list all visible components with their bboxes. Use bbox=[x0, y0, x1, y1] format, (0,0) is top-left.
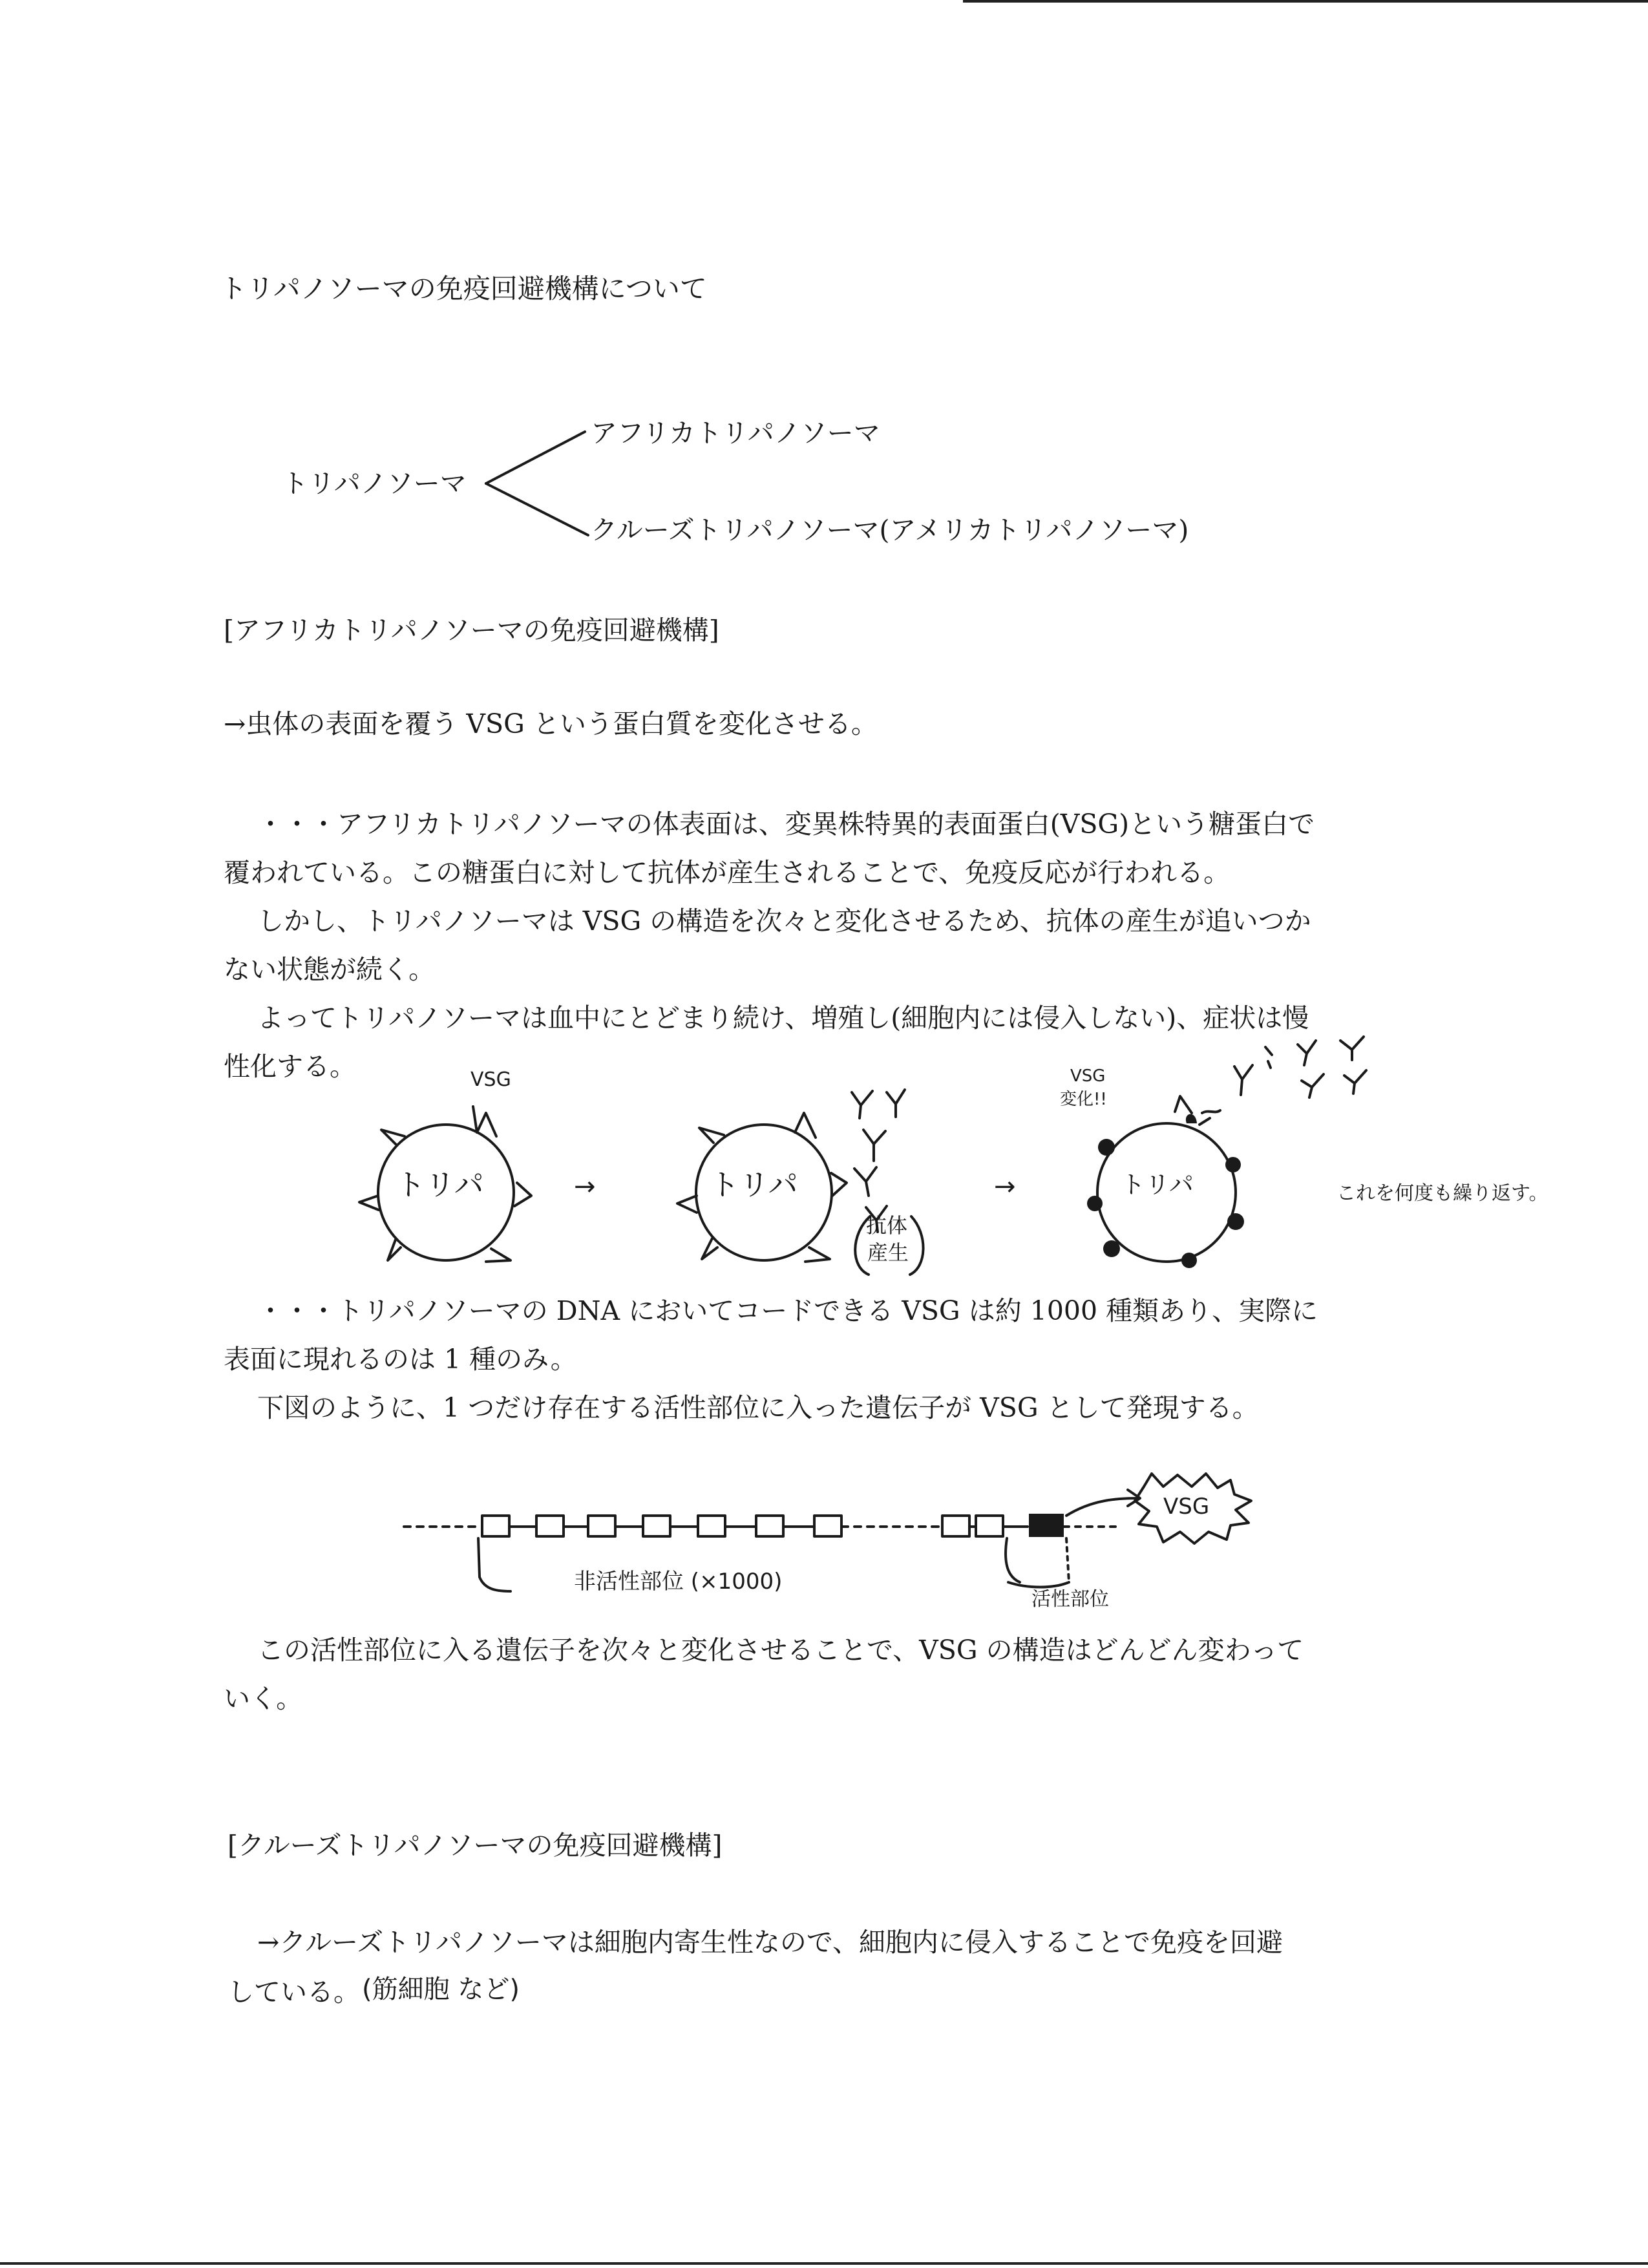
active-site-label: 活性部位 bbox=[1031, 1588, 1109, 1611]
s2-p1-line2-hand: (筋細胞 など) bbox=[362, 1975, 520, 2004]
s2-p1-line1: →クルーズトリパノソーマは細胞内寄生性なので、細胞内に侵入することで免疫を回避 bbox=[257, 1927, 1284, 1958]
vsg-change-line1: VSG bbox=[1070, 1066, 1106, 1086]
arrow-2: → bbox=[994, 1172, 1016, 1202]
released-antibodies bbox=[1234, 1037, 1366, 1097]
s1-p4-line1: ・・・トリパノソーマの DNA においてコードできる VSG は約 1000 種類あり、実際に bbox=[257, 1295, 1318, 1326]
gene-chain bbox=[404, 1490, 1140, 1537]
antibody-note-line2: 産生 bbox=[867, 1240, 909, 1265]
inactive-site-label: 非活性部位 (×1000) bbox=[574, 1569, 783, 1595]
antibody-note-line1: 抗体 bbox=[866, 1213, 908, 1238]
s1-p6-line2: いく。 bbox=[224, 1683, 303, 1714]
scan-edge-bottom bbox=[0, 2262, 1648, 2265]
s2-p1-line2-text: している。 bbox=[227, 1977, 360, 2008]
section2-heading: [クルーズトリパノソーマの免疫回避機構] bbox=[227, 1830, 723, 1861]
s1-p3-line2: 性化する。 bbox=[224, 1051, 356, 1082]
cell-3-label: トリパ bbox=[1121, 1171, 1194, 1199]
tree-root: トリパノソーマ bbox=[282, 468, 467, 499]
tree-branch-bottom: クルーズトリパノソーマ(アメリカトリパノソーマ) bbox=[591, 514, 1189, 546]
section1-heading: [アフリカトリパノソーマの免疫回避機構] bbox=[224, 615, 719, 646]
s1-p2-line2: ない状態が続く。 bbox=[224, 954, 436, 985]
cell-2-label: トリパ bbox=[710, 1167, 798, 1202]
s1-p2-line1: しかし、トリパノソーマは VSG の構造を次々と変化させるため、抗体の産生が追いつか bbox=[257, 906, 1311, 937]
repeat-note: これを何度も繰り返す。 bbox=[1336, 1182, 1548, 1205]
cell-1-label: トリパ bbox=[396, 1167, 484, 1202]
vsg-burst-label: VSG bbox=[1163, 1494, 1210, 1520]
vsg-change-line2: 変化!! bbox=[1060, 1090, 1107, 1109]
scan-edge-top bbox=[963, 0, 1648, 3]
vsg-label: VSG bbox=[470, 1068, 511, 1091]
tree-branch-top: アフリカトリパノソーマ bbox=[591, 418, 880, 449]
s1-p1-line2: 覆われている。この糖蛋白に対して抗体が産生されることで、免疫反応が行われる。 bbox=[224, 857, 1231, 888]
section1-summary: →虫体の表面を覆う VSG という蛋白質を変化させる。 bbox=[224, 708, 878, 739]
page-title: トリパノソーマの免疫回避機構について bbox=[220, 273, 707, 304]
s1-p4-line2: 表面に現れるのは 1 種のみ。 bbox=[224, 1344, 577, 1375]
s1-p6-line1: この活性部位に入る遺伝子を次々と変化させることで、VSG の構造はどんどん変わって bbox=[257, 1635, 1304, 1666]
s1-p3-line1: よってトリパノソーマは血中にとどまり続け、増殖し(細胞内には侵入しない)、症状は慢 bbox=[257, 1002, 1309, 1033]
s1-p5: 下図のように、1 つだけ存在する活性部位に入った遺伝子が VSG として発現する。 bbox=[257, 1392, 1259, 1423]
arrow-1: → bbox=[574, 1172, 596, 1202]
s1-p1-line1: ・・・アフリカトリパノソーマの体表面は、変異株特異的表面蛋白(VSG)という糖蛋白で bbox=[257, 809, 1315, 840]
